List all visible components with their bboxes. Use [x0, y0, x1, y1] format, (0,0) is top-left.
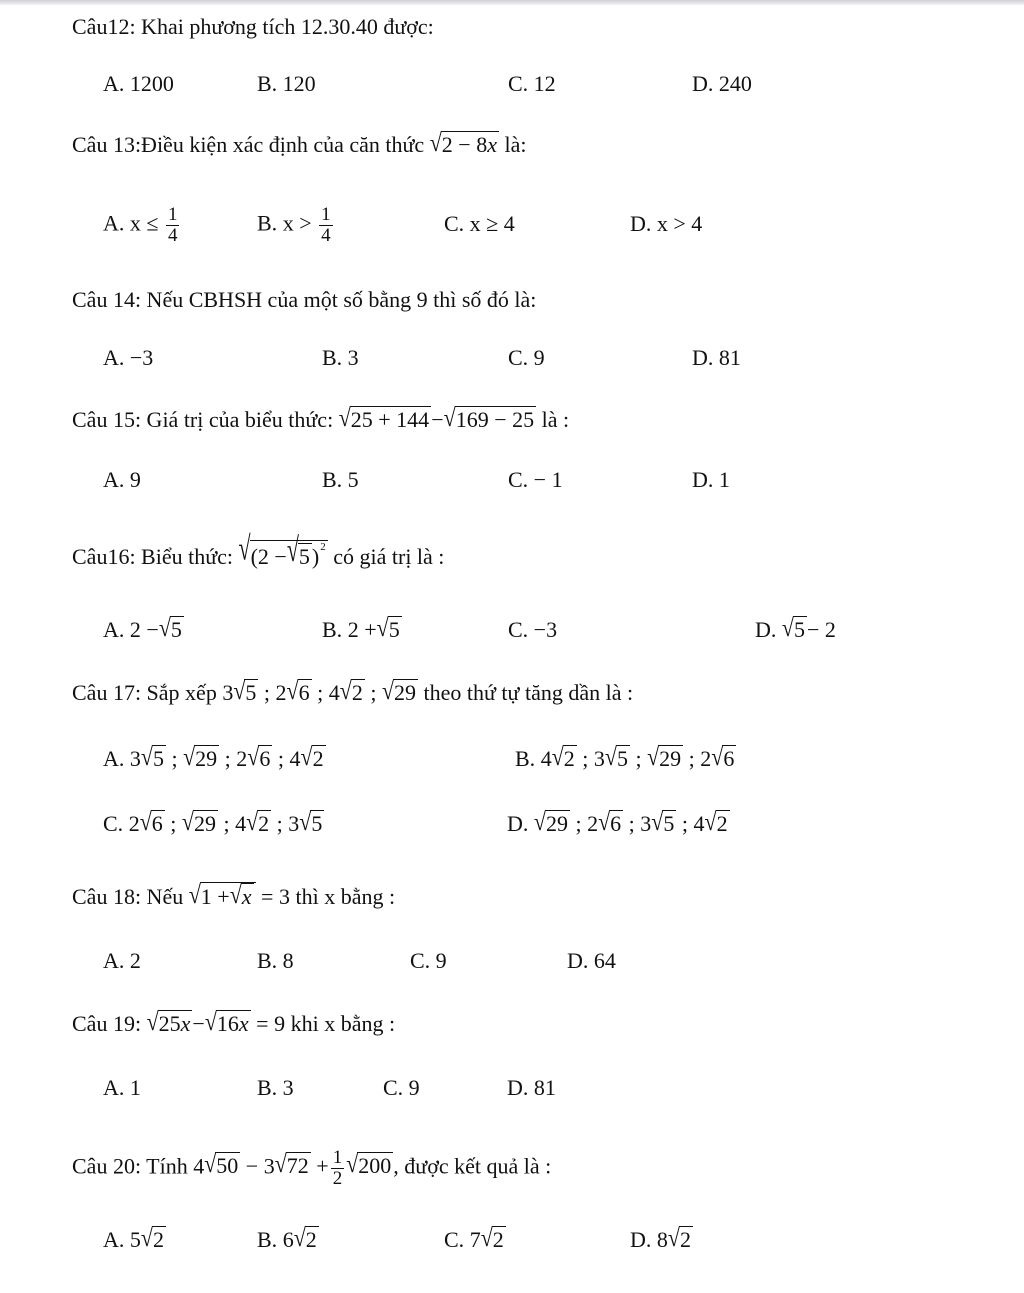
q14-option-c: C. 9: [508, 345, 545, 370]
question-19: Câu 19: √25x−√16x = 9 khi x bằng :: [72, 1006, 396, 1036]
q14-option-d: D. 81: [692, 345, 741, 370]
q13-suffix: là:: [504, 132, 527, 157]
question-18: Câu 18: Nếu √1 +√x = 3 thì x bằng :: [72, 882, 395, 912]
q19-option-d: D. 81: [507, 1075, 556, 1100]
q18-option-d: D. 64: [567, 948, 616, 973]
q18-radical: √1 +√x: [189, 882, 256, 912]
q20-option-c: C. 7√2: [444, 1222, 504, 1252]
q13-prefix: Câu 13:Điều kiện xác định của căn thức: [72, 132, 425, 157]
q19-option-b: B. 3: [257, 1075, 294, 1100]
q16-option-d: D. √5− 2: [755, 612, 836, 642]
top-edge: [0, 0, 1024, 5]
q13-option-c: C. x ≥ 4: [444, 211, 515, 236]
q13-option-b: B. x > $\frac{1}{4}$: [257, 204, 331, 246]
question-14: Câu 14: Nếu CBHSH của một số bằng 9 thì số đó là:: [72, 287, 537, 312]
q15-option-d: D. 1: [692, 467, 730, 492]
q17-option-d: D. √29 ; 2√6 ; 3√5 ; 4√2: [507, 806, 728, 836]
q15-option-c: C. − 1: [508, 467, 563, 492]
q17-option-a: A. 3√5 ; √29 ; 2√6 ; 4√2: [103, 741, 324, 771]
q15-radical-2: √169 − 25: [443, 402, 535, 432]
q12-option-d: D. 240: [692, 71, 752, 96]
q17-option-c: C. 2√6 ; √29 ; 4√2 ; 3√5: [103, 806, 323, 836]
question-13: [72, 127, 527, 160]
q13-option-a: A. x ≤ $\frac{1}{4}$: [103, 204, 178, 246]
q20-option-d: D. 8√2: [630, 1222, 691, 1252]
q18-option-a: A. 2: [103, 948, 141, 973]
question-17: Câu 17: Sắp xếp 3√5 ; 2√6 ; 4√2 ; √29 theo thứ tự tăng dần là :: [72, 675, 634, 705]
q18-option-b: B. 8: [257, 948, 294, 973]
q13-radical: √2 − 8x: [429, 127, 497, 157]
q20-option-a: A. 5√2: [103, 1222, 164, 1252]
q13-option-d: D. x > 4: [630, 211, 703, 236]
question-16: Câu16: Biểu thức: $√(2 -√5)^2$ có giá trị là :: [72, 540, 444, 572]
q15-radical-1: √25 + 144: [338, 402, 430, 432]
q12-option-c: C. 12: [508, 71, 556, 96]
q12-option-a: A. 1200: [103, 71, 174, 96]
q14-option-b: B. 3: [322, 345, 359, 370]
q20-option-b: B. 6√2: [257, 1222, 317, 1252]
q16-option-b: B. 2 +√5: [322, 612, 400, 642]
q14-option-a: A. −3: [103, 345, 154, 370]
q17-option-b: B. 4√2 ; 3√5 ; √29 ; 2√6: [515, 741, 735, 771]
q15-option-b: B. 5: [322, 467, 359, 492]
q16-radical: $√(2 -√5)^2$: [238, 528, 326, 569]
q19-option-c: C. 9: [383, 1075, 420, 1100]
q16-option-a: A. 2 −√5: [103, 612, 182, 642]
question-20: Câu 20: Tính 4√50 − 3√72 + $\frac{1}{2}$ √200, được kết quả là :: [72, 1147, 552, 1189]
q15-option-a: A. 9: [103, 467, 141, 492]
question-12: [72, 12, 434, 42]
question-15: Câu 15: Giá trị của biểu thức: √25 + 144−√169 − 25 là :: [72, 405, 569, 435]
question-12-text: Câu12: Khai phương tích 12.30.40 được:: [72, 14, 434, 39]
q18-option-c: C. 9: [410, 948, 447, 973]
q19-option-a: A. 1: [103, 1075, 141, 1100]
q12-option-b: B. 120: [257, 71, 316, 96]
q16-option-c: C. −3: [508, 617, 558, 642]
